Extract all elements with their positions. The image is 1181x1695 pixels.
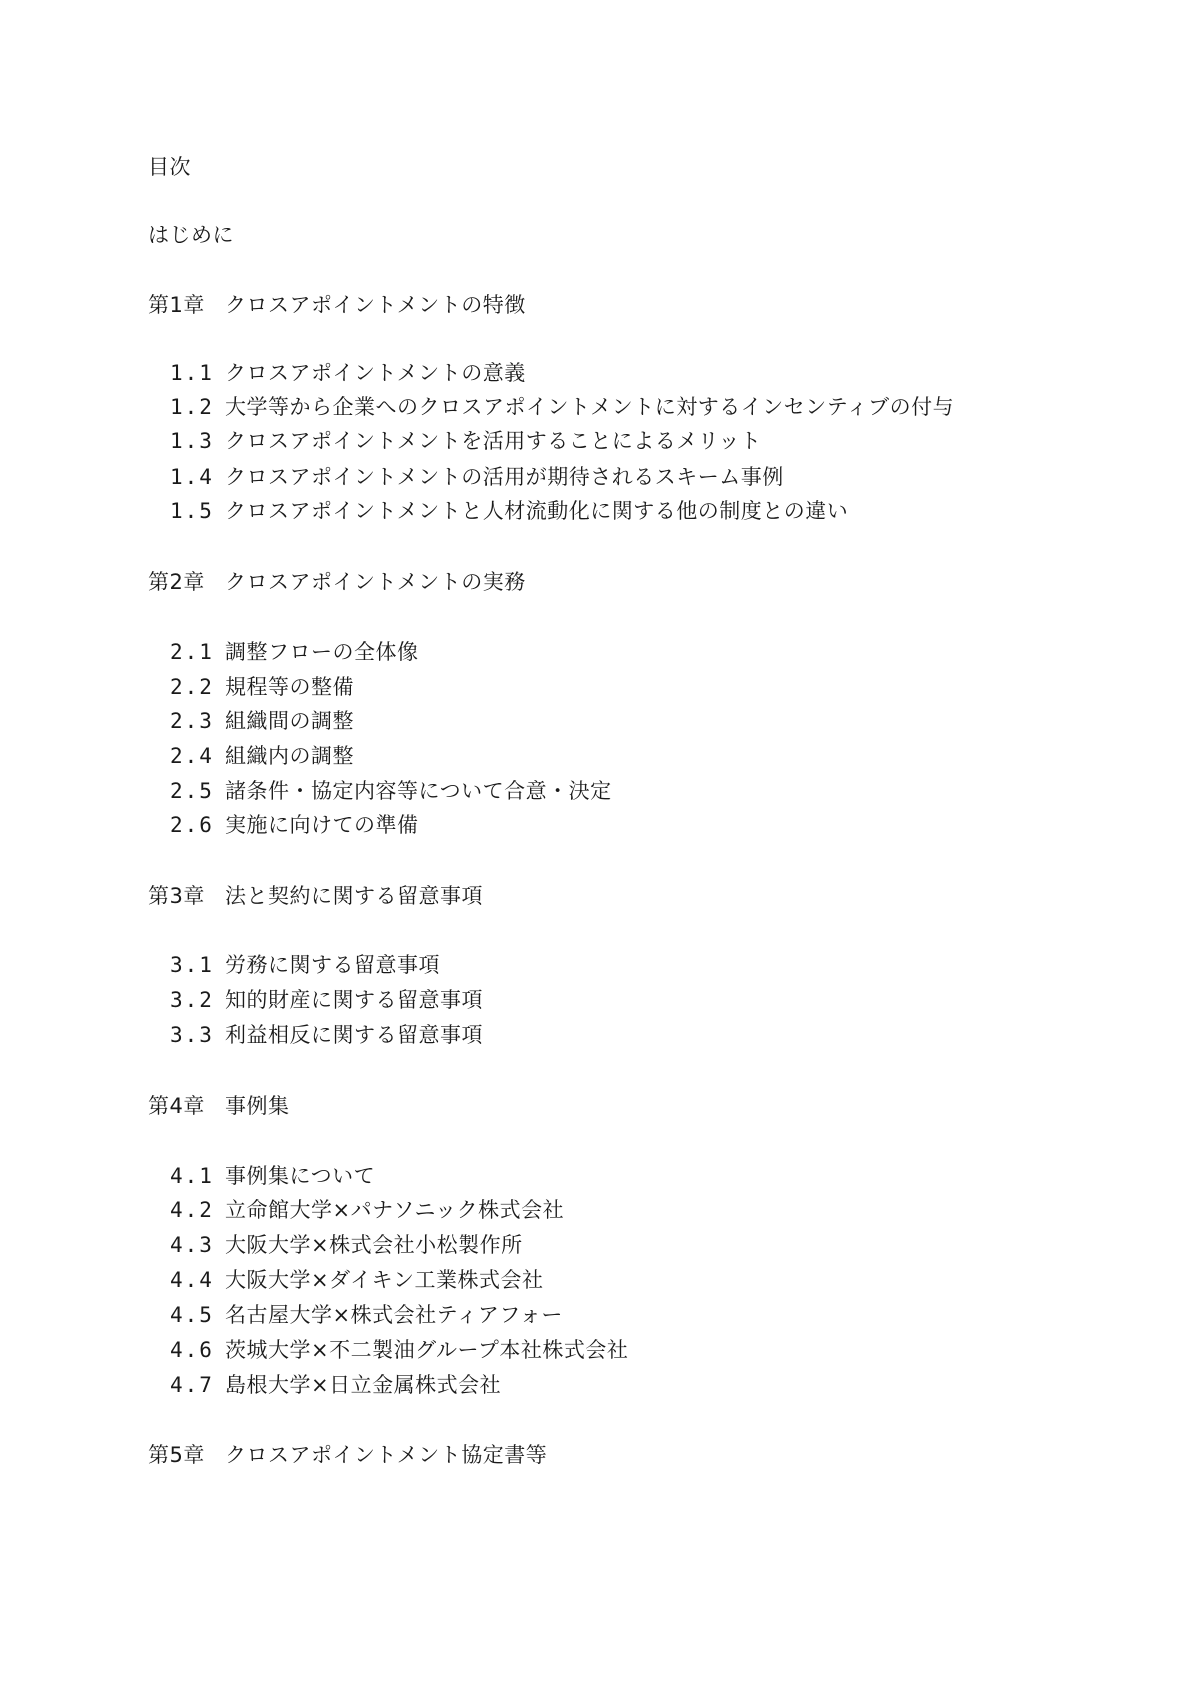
section-number: 3.1 xyxy=(170,953,214,977)
chapter-number: 第5章 xyxy=(148,1443,205,1467)
section-title: 調整フローの全体像 xyxy=(225,640,419,664)
toc-intro: はじめに xyxy=(148,223,234,247)
section-1-4 xyxy=(170,463,784,491)
section-number: 4.3 xyxy=(170,1233,214,1257)
section-number: 4.1 xyxy=(170,1164,214,1188)
section-1-5 xyxy=(170,497,848,525)
section-2-3 xyxy=(170,707,354,735)
section-number: 4.4 xyxy=(170,1268,214,1292)
chapter-3-heading xyxy=(148,882,483,910)
section-1-2 xyxy=(170,393,954,421)
section-number: 2.1 xyxy=(170,640,214,664)
section-title: 茨城大学×不二製油グループ本社株式会社 xyxy=(225,1338,629,1362)
section-4-3 xyxy=(170,1231,523,1259)
section-title: クロスアポイントメントと人材流動化に関する他の制度との違い xyxy=(225,499,849,523)
section-title: 労務に関する留意事項 xyxy=(225,953,440,977)
section-title: 知的財産に関する留意事項 xyxy=(225,988,483,1012)
section-4-1 xyxy=(170,1162,375,1190)
chapter-2-heading xyxy=(148,568,526,596)
chapter-title: 事例集 xyxy=(225,1094,290,1118)
section-4-2 xyxy=(170,1196,564,1224)
section-title: 事例集について xyxy=(225,1164,376,1188)
section-number: 1.5 xyxy=(170,499,214,523)
section-title: 組織間の調整 xyxy=(225,709,354,733)
section-3-2 xyxy=(170,986,483,1014)
section-title: クロスアポイントメントの活用が期待されるスキーム事例 xyxy=(225,465,784,489)
section-1-1 xyxy=(170,359,526,387)
section-number: 3.3 xyxy=(170,1023,214,1047)
chapter-4-heading xyxy=(148,1092,290,1120)
section-number: 4.7 xyxy=(170,1373,214,1397)
chapter-title: クロスアポイントメント協定書等 xyxy=(225,1443,548,1467)
section-title: 島根大学×日立金属株式会社 xyxy=(225,1373,502,1397)
chapter-1-heading xyxy=(148,291,526,319)
section-3-3 xyxy=(170,1021,483,1049)
chapter-title: クロスアポイントメントの実務 xyxy=(225,570,526,594)
section-number: 2.3 xyxy=(170,709,214,733)
chapter-number: 第4章 xyxy=(148,1094,205,1118)
section-2-1 xyxy=(170,638,419,666)
section-4-5 xyxy=(170,1301,563,1329)
chapter-title: 法と契約に関する留意事項 xyxy=(225,884,483,908)
section-1-3 xyxy=(170,427,761,455)
chapter-number: 第2章 xyxy=(148,570,205,594)
section-number: 4.5 xyxy=(170,1303,214,1327)
chapter-number: 第3章 xyxy=(148,884,205,908)
section-number: 1.2 xyxy=(170,395,214,419)
section-title: 大阪大学×ダイキン工業株式会社 xyxy=(225,1268,544,1292)
section-4-7 xyxy=(170,1371,501,1399)
chapter-title: クロスアポイントメントの特徴 xyxy=(225,293,526,317)
section-number: 2.6 xyxy=(170,813,214,837)
section-title: 名古屋大学×株式会社ティアフォー xyxy=(225,1303,563,1327)
section-4-6 xyxy=(170,1336,628,1364)
section-number: 4.2 xyxy=(170,1198,214,1222)
section-number: 2.4 xyxy=(170,744,214,768)
section-title: 諸条件・協定内容等について合意・決定 xyxy=(225,779,612,803)
section-number: 1.1 xyxy=(170,361,214,385)
section-2-6 xyxy=(170,811,419,839)
section-title: 大学等から企業へのクロスアポイントメントに対するインセンティブの付与 xyxy=(225,395,955,419)
chapter-number: 第1章 xyxy=(148,293,205,317)
section-title: 規程等の整備 xyxy=(225,675,354,699)
toc-title: 目次 xyxy=(148,155,191,179)
section-title: 立命館大学×パナソニック株式会社 xyxy=(225,1198,565,1222)
section-number: 4.6 xyxy=(170,1338,214,1362)
section-2-2 xyxy=(170,673,354,701)
chapter-5-heading xyxy=(148,1441,547,1469)
section-title: 組織内の調整 xyxy=(225,744,354,768)
section-number: 2.2 xyxy=(170,675,214,699)
section-title: 実施に向けての準備 xyxy=(225,813,419,837)
section-number: 1.4 xyxy=(170,465,214,489)
section-4-4 xyxy=(170,1266,543,1294)
section-title: 大阪大学×株式会社小松製作所 xyxy=(225,1233,523,1257)
section-title: クロスアポイントメントを活用することによるメリット xyxy=(225,429,762,453)
section-title: クロスアポイントメントの意義 xyxy=(225,361,526,385)
section-2-4 xyxy=(170,742,354,770)
section-2-5 xyxy=(170,777,612,805)
section-title: 利益相反に関する留意事項 xyxy=(225,1023,483,1047)
section-number: 2.5 xyxy=(170,779,214,803)
section-number: 1.3 xyxy=(170,429,214,453)
section-3-1 xyxy=(170,951,440,979)
section-number: 3.2 xyxy=(170,988,214,1012)
